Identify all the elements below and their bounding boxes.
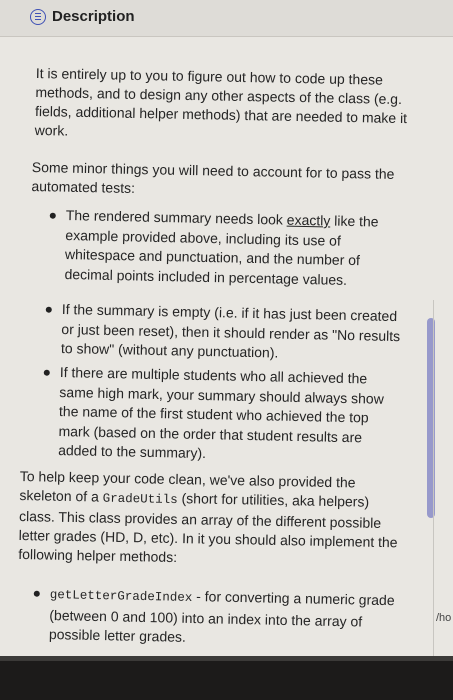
emphasis-exactly: exactly — [286, 211, 331, 229]
method-name-code: getLetterGradeIndex — [49, 587, 193, 605]
helper-text: To help keep your code clean, we've also provided the skeleton of a — [19, 467, 356, 505]
list-item-text: If the summary is empty (i.e. if it has just been created or just been reset), then it should render as "No results to show" (without any punctuation). — [60, 300, 401, 361]
helper-paragraph — [18, 467, 405, 571]
list-item-empty-summary — [61, 300, 407, 366]
description-content — [0, 36, 453, 656]
list-item-rendered-summary — [64, 206, 396, 291]
method-description: - for converting a numeric grade (between 0 and 100) into an index into the array of possible letter grades. — [48, 587, 395, 645]
list-item-high-mark — [58, 363, 400, 468]
bullet-dot — [34, 591, 40, 597]
list-item-text: If there are multiple students who all achieved the same high mark, your summary should always show the name of the first student who achieved the top mark (based on the order that student results are added to the summary). — [58, 363, 384, 462]
minor-things-paragraph: Some minor things you will need to account for to pass the automated tests: — [31, 158, 395, 196]
list-item-get-letter-grade-index — [49, 584, 405, 652]
list-item-text: like the example provided above, including its use of whitespace and punctuation, and the number of decimal points included in percentage values. — [64, 212, 379, 288]
description-tab-bar — [0, 0, 453, 37]
bullet-dot — [50, 213, 56, 219]
description-tab-label: Description — [52, 8, 135, 25]
description-tab[interactable] — [30, 8, 135, 25]
list-item-text: The rendered summary needs look — [65, 206, 287, 228]
intro-paragraph: It is entirely up to you to figure out how to code up these methods, and to design any other aspects of the class (e.g. fields, additional helper methods) that are needed to make it work. — [34, 64, 408, 139]
pane-divider — [433, 300, 434, 680]
bottom-bar — [0, 656, 453, 700]
helper-text: (short for utilities, aka helpers) class. This class provides an array of the different possible letter grades (HD, D, etc). In it you should also implement the following helper methods: — [18, 490, 398, 566]
gradeutils-code: GradeUtils — [102, 491, 178, 508]
bullet-dot — [44, 370, 50, 376]
side-pane-text: /ho — [436, 612, 452, 624]
bullet-dot — [46, 307, 52, 313]
description-icon — [30, 9, 46, 25]
